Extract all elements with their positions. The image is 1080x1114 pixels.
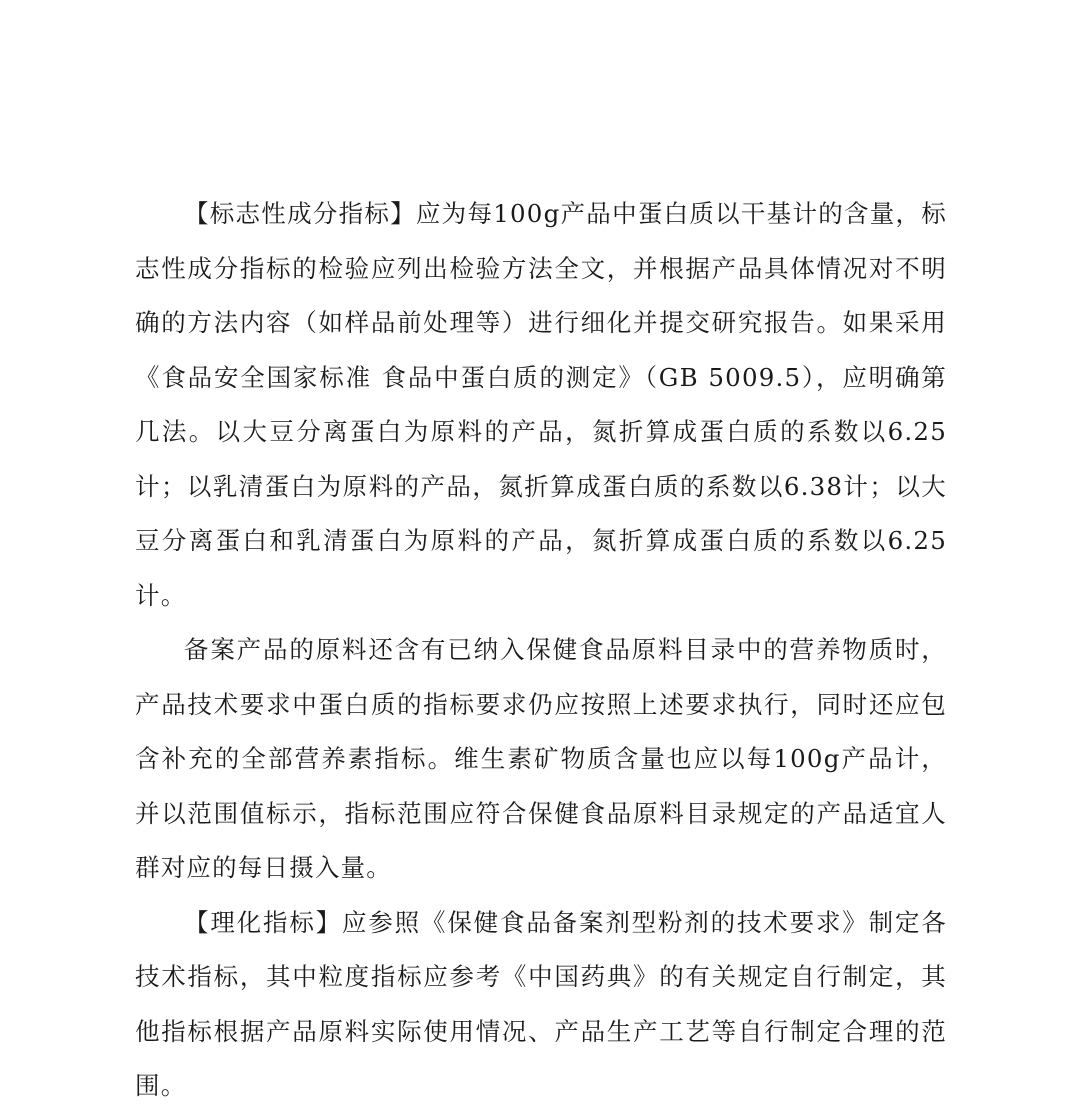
paragraph-physicochemical-indicator: 【理化指标】应参照《保健食品备案剂型粉剂的技术要求》制定各技术指标，其中粒度指标应参考《中国药典》的有关规定自行制定，其他指标根据产品原料实际使用情况、产品生产工艺等自行制定合理的范围。 [135,907,947,1100]
paragraph-nutrient-requirements: 备案产品的原料还含有已纳入保健食品原料目录中的营养物质时，产品技术要求中蛋白质的指标要求仍应按照上述要求执行，同时还应包含补充的全部营养素指标。维生素矿物质含量也应以每100g产品计，并以范围值标示，指标范围应符合保健食品原料目录规定的产品适宜人群对应的每日摄入量。 [135,635,947,882]
paragraph-marker-ingredient-indicator: 【标志性成分指标】应为每100g产品中蛋白质以干基计的含量，标志性成分指标的检验应列出检验方法全文，并根据产品具体情况对不明确的方法内容（如样品前处理等）进行细化并提交研究报告。如果采用《食品安全国家标准 食品中蛋白质的测定》（GB 5009.5），应明确第几法。以大豆分离蛋白为原料的产品，氮折算成蛋白质的系数以6.25计；以乳清蛋白为原料的产品，氮折算成蛋白质的系数以6.38计；以大豆分离蛋白和乳清蛋白为原料的产品，氮折算成蛋白质的系数以6.25计。 [135,199,947,610]
document-body [135,187,947,1114]
